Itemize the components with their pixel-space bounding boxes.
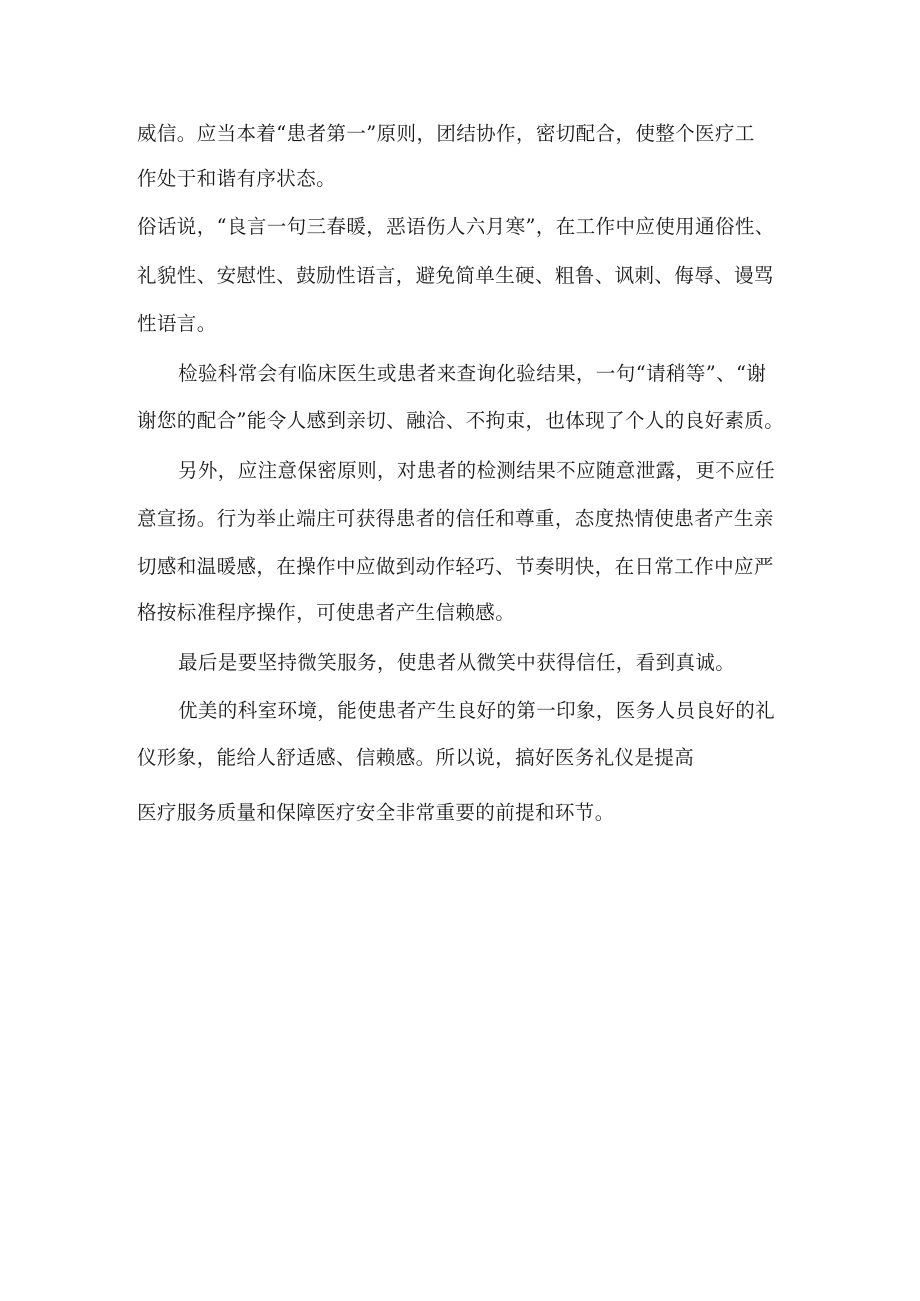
paragraph-line: 仪形象，能给人舒适感、信赖感。所以说，搞好医务礼仪是提高	[137, 746, 695, 769]
paragraph-line: 威信。应当本着“患者第一”原则，团结协作，密切配合，使整个医疗工	[137, 122, 755, 145]
paragraph-line: 性语言。	[137, 312, 217, 335]
paragraph-line: 格按标准程序操作，可使患者产生信赖感。	[137, 601, 516, 624]
paragraph-line: 礼貌性、安慰性、鼓励性语言，避免简单生硬、粗鲁、讽刺、侮辱、谩骂	[137, 264, 774, 287]
paragraph-line: 谢您的配合”能令人感到亲切、融洽、不拘束，也体现了个人的良好素质。	[137, 409, 785, 432]
paragraph-line: 优美的科室环境，能使患者产生良好的第一印象，医务人员良好的礼	[178, 699, 776, 722]
paragraph-line: 检验科常会有临床医生或患者来查询化验结果，一句“请稍等”、“谢	[178, 362, 767, 385]
paragraph-line: 医疗服务质量和保障医疗安全非常重要的前提和环节。	[137, 801, 615, 824]
paragraph-line: 切感和温暖感，在操作中应做到动作轻巧、节奏明快，在日常工作中应严	[137, 555, 774, 578]
paragraph-line: 最后是要坚持微笑服务，使患者从微笑中获得信任，看到真诚。	[178, 651, 736, 674]
paragraph-line: 作处于和谐有序状态。	[137, 167, 337, 190]
paragraph-line: 俗话说，“良言一句三春暖，恶语伤人六月寒”，在工作中应使用通俗性、	[137, 215, 775, 238]
paragraph-line: 意宣扬。行为举止端庄可获得患者的信任和尊重，态度热情使患者产生亲	[137, 507, 774, 530]
paragraph-line: 另外，应注意保密原则，对患者的检测结果不应随意泄露，更不应任	[178, 459, 776, 482]
